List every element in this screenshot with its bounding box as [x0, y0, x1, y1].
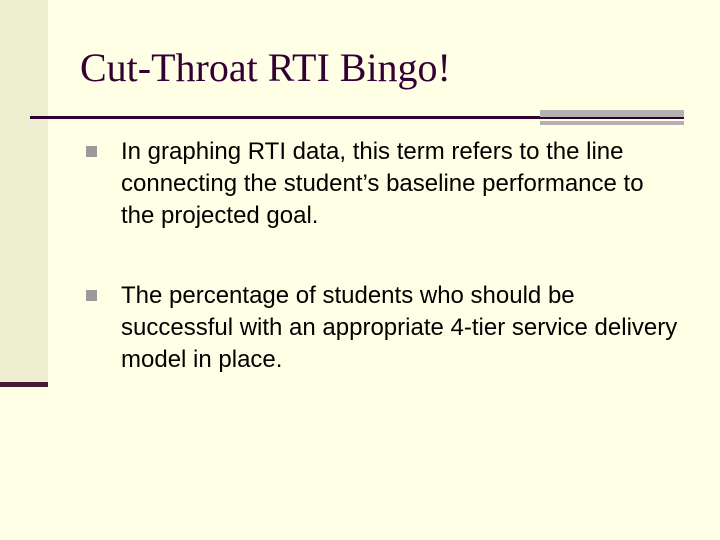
title-rule-accent-top [540, 110, 684, 117]
bullet-text-2: The percentage of students who should be successful with an appropriate 4-tier service delivery model in place. [121, 282, 678, 373]
square-bullet-icon [86, 290, 97, 301]
left-decorative-band [0, 0, 48, 382]
square-bullet-icon [86, 146, 97, 157]
left-band-accent-bar [0, 382, 48, 387]
bullet-text-1: In graphing RTI data, this term refers to the line connecting the student’s baseline performance to the projected goal. [121, 138, 644, 229]
slide-title: Cut-Throat RTI Bingo! [80, 45, 451, 90]
title-rule-accent-bottom [540, 121, 684, 125]
